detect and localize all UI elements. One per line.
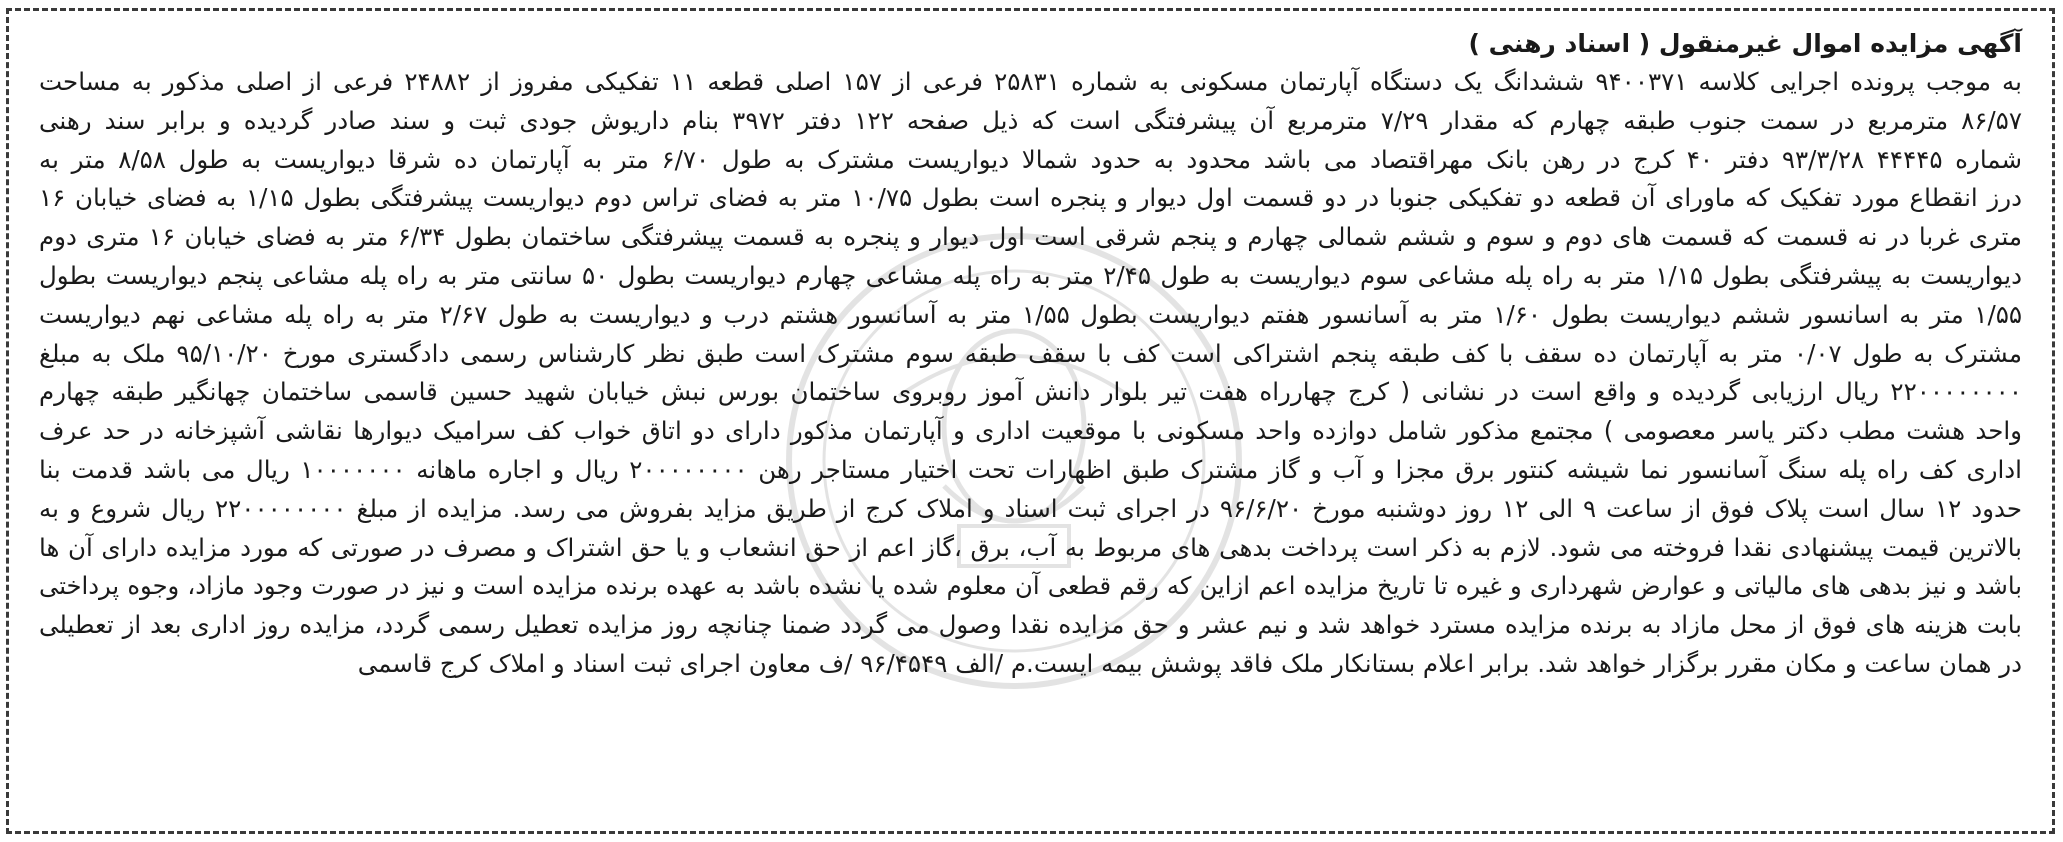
notice-frame bbox=[6, 8, 2055, 834]
notice-title: آگهی مزایده اموال غیرمنقول ( اسناد رهنی ) bbox=[1468, 29, 2022, 58]
notice-line: شماره ۴۴۴۴۵ ۹۳/۳/۲۸ دفتر ۴۰ کرج در رهن بانک مهراقتصاد می باشد محدود به حدود شمالا دیواریست مشترک به طول ۶/۷۰ متر به آپارتمان ده شرقا دیواریست به طول ۸/۵۸ متر به bbox=[39, 144, 2022, 174]
notice-line: ۲۲۰۰۰۰۰۰۰۰ ریال ارزیابی گردیده و واقع است در نشانی ( کرج چهارراه هفت تیر بلوار دانش آموز روبروی ساختمان بورس نبش خیابان شهید حسین قاسمی ساختمان چهانگیر طبقه چهارم bbox=[39, 377, 2022, 407]
notice-line: به موجب پرونده اجرایی کلاسه ۹۴۰۰۳۷۱ ششدانگ یک دستگاه آپارتمان مسکونی به شماره ۲۵۸۳۱ فرعی از ۱۵۷ اصلی قطعه ۱۱ تفکیکی مفروز از ۲۴۸۸۲ فرعی از اصلی مذکور به مساحت bbox=[39, 67, 2022, 96]
notice-line: مشترک به طول ۰/۰۷ متر به آپارتمان ده سقف با کف طبقه پنجم اشتراکی است کف با سقف طبقه سوم مشترک است طبق نظر کارشناس رسمی دادگستری مورخ ۹۵/۱۰/۲۰ ملک به مبلغ bbox=[39, 338, 2022, 368]
notice-body bbox=[39, 63, 2022, 684]
notice-line: بابت هزینه های فوق از محل مازاد به برنده مزایده مسترد خواهد شد و نیم عشر و حق مزایده نقدا وصول می گردد ضمنا چنانچه روز مزایده تعطیل رسمی گردد، مزایده روز اداری بعد از تعطیلی bbox=[39, 610, 2022, 640]
notice-line: ۱/۵۵ متر به اسانسور ششم دیواریست بطول ۱/۶۰ متر به آسانسور هفتم دیواریست بطول ۱/۵۵ متر به آسانسور هشتم درب و دیواریست به طول ۲/۶۷ متر به راه پله مشاعی نهم دیواریست bbox=[39, 299, 2022, 329]
notice-line: باشد و نیز بدهی های مالیاتی و عوارض شهرداری و غیره تا تاریخ مزایده اعم ازاین که رقم قطعی آن معلوم شده یا نشده باشد به عهده برنده مزایده است و نیز در صورت وجود مازاد، وجوه پرداختی bbox=[39, 571, 2022, 601]
notice-line: واحد هشت مطب دکتر یاسر معصومی ) مجتمع مذکور شامل دوازده واحد مسکونی با موقعیت اداری و آپارتمان مذکور دارای دو اتاق خواب کف سرامیک دیوارها نقاشی آشپزخانه در حد عرف bbox=[39, 416, 2022, 446]
notice-line: حدود ۱۲ سال است پلاک فوق از ساعت ۹ الی ۱۲ روز دوشنبه مورخ ۹۶/۶/۲۰ در اجرای ثبت اسناد و املاک کرج از طریق مزاید بفروش می رسد. مزایده از مبلغ ۲۲۰۰۰۰۰۰۰۰ ریال شروع و به bbox=[39, 493, 2022, 523]
notice-line: بالاترین قیمت پیشنهادی نقدا فروخته می شود. لازم به ذکر است پرداخت بدهی های مربوط به آب، برق ،گاز اعم از حق انشعاب و یا حق اشتراک و مصرف در صورتی که مورد مزایده دارای آن ها bbox=[39, 532, 2022, 562]
notice-line: اداری کف راه پله سنگ آسانسور نما شیشه کنتور برق مجزا و آب و گاز مشترک طبق اظهارات تحت اختیار مستاجر رهن ۲۰۰۰۰۰۰۰۰ ریال و اجاره ماهانه ۱۰۰۰۰۰۰۰ ریال می باشد قدمت بنا bbox=[39, 454, 2022, 484]
notice-line: در همان ساعت و مکان مقرر برگزار خواهد شد. برابر اعلام بستانکار ملک فاقد پوشش بیمه ایست.م /الف ۹۶/۴۵۴۹ /ف معاون اجرای ثبت اسناد و املاک کرج قاسمی bbox=[357, 648, 2022, 678]
notice-line: درز انقطاع مورد تفکیک که ماورای آن قطعه دو تفکیکی جنوبا در دو قسمت اول دیوار و پنجره است بطول ۱۰/۷۵ متر به فضای تراس دوم دیواریست پیشرفتگی بطول ۱/۱۵ به فضای خیابان ۱۶ bbox=[39, 183, 2022, 213]
notice-line: دیواریست به پیشرفتگی بطول ۱/۱۵ متر به راه پله مشاعی سوم دیواریست به طول ۲/۴۵ متر به راه پله مشاعی چهارم دیواریست بطول ۵۰ سانتی متر به راه پله مشاعی پنجم دیواریست بطول bbox=[39, 260, 2022, 290]
notice-line: متری غربا در نه قسمت که قسمت های دوم و سوم و ششم شمالی چهارم و پنجم شرقی است اول دیوار و پنجره به قسمت پیشرفتگی ساختمان بطول ۶/۳۴ متر به فضای خیابان ۱۶ متری دوم bbox=[39, 222, 2022, 252]
notice-content bbox=[39, 25, 2022, 817]
notice-line: ۸۶/۵۷ مترمربع در سمت جنوب طبقه چهارم که مقدار ۷/۲۹ مترمربع آن پیشرفتگی است که ذیل صفحه ۱۲۲ دفتر ۳۹۷۲ بنام داریوش جودی ثبت و سند صادر گردیده و برابر سند رهنی bbox=[39, 105, 2022, 135]
